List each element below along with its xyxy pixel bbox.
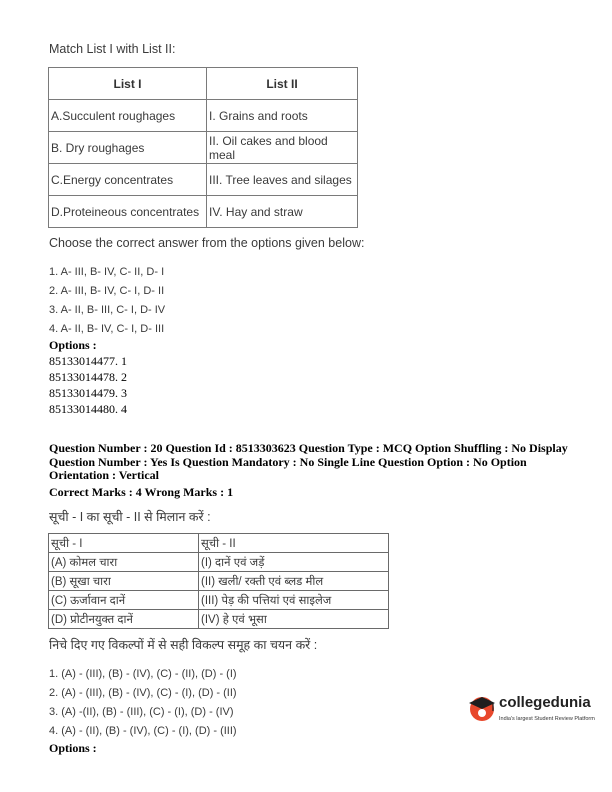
table-row [49, 610, 389, 629]
q2-options-label: Options : [49, 741, 97, 755]
table-row [49, 591, 389, 610]
table-cell: (B) सूखा चारा [49, 572, 199, 591]
option-id: 85133014477. 1 [49, 354, 127, 368]
table-cell: C.Energy concentrates [49, 164, 207, 196]
logo-face [478, 709, 486, 717]
table-header-list1: सूची - I [49, 534, 199, 553]
answer-option: 2. (A) - (III), (B) - (IV), (C) - (I), (D) - (II) [49, 687, 237, 699]
table-header-list2: List II [207, 68, 358, 100]
table-cell: (I) दानें एवं जड़ें [199, 553, 389, 572]
table-header-list2: सूची - II [199, 534, 389, 553]
option-id: 85133014478. 2 [49, 370, 127, 384]
answer-option: 4. A- II, B- IV, C- I, D- III [49, 323, 165, 335]
table-cell: II. Oil cakes and blood meal [207, 132, 358, 164]
table-cell: IV. Hay and straw [207, 196, 358, 228]
q2-marks: Correct Marks : 4 Wrong Marks : 1 [49, 484, 234, 499]
table-row [49, 553, 389, 572]
option-id: 85133014480. 4 [49, 402, 127, 416]
answer-option: 2. A- III, B- IV, C- I, D- II [49, 285, 165, 297]
table-row [49, 196, 358, 228]
table-row [49, 572, 389, 591]
q2-meta-line2: Question Number : Yes Is Question Mandatory : No Single Line Question Option : No Option [49, 454, 527, 469]
q2-answer-list [49, 665, 237, 741]
table-header-list1: List I [49, 68, 207, 100]
table-header-row [49, 534, 389, 553]
table-cell: (D) प्रोटीनयुक्त दानें [49, 610, 199, 629]
table-cell: D.Proteineous concentrates [49, 196, 207, 228]
table-cell: I. Grains and roots [207, 100, 358, 132]
q2-meta-line1: Question Number : 20 Question Id : 8513303623 Question Type : MCQ Option Shuffling : No Display [49, 441, 568, 455]
table-cell: (A) कोमल चारा [49, 553, 199, 572]
q1-intro: Match List I with List II: [49, 42, 176, 56]
table-cell: III. Tree leaves and silages [207, 164, 358, 196]
q1-answer-list [49, 263, 165, 339]
table-header-row [49, 68, 358, 100]
table-cell: (IV) हे एवं भूसा [199, 610, 389, 629]
table-cell: B. Dry roughages [49, 132, 207, 164]
option-id: 85133014479. 3 [49, 386, 127, 400]
match-table-hindi [48, 533, 389, 629]
match-table [48, 67, 358, 228]
q2-choose-text: निचे दिए गए विकल्पों में से सही विकल्प समूह का चयन करें : [49, 638, 318, 652]
table-cell: A.Succulent roughages [49, 100, 207, 132]
q1-options-label: Options : [49, 338, 97, 352]
logo-name: collegedunia [499, 694, 591, 711]
logo-tagline: India's largest Student Review Platform [499, 716, 595, 722]
q2-meta-line3: Orientation : Vertical [49, 468, 159, 482]
table-row [49, 100, 358, 132]
q1-choose-text: Choose the correct answer from the options given below: [49, 236, 365, 250]
answer-option: 1. (A) - (III), (B) - (IV), (C) - (II), (D) - (I) [49, 668, 237, 680]
answer-option: 4. (A) - (II), (B) - (IV), (C) - (I), (D) - (III) [49, 725, 237, 737]
table-cell: (II) खली/ रक्ती एवं ब्लड मील [199, 572, 389, 591]
table-cell: (C) ऊर्जावान दानें [49, 591, 199, 610]
table-cell: (III) पेड़ की पत्तियां एवं साइलेज [199, 591, 389, 610]
answer-option: 3. A- II, B- III, C- I, D- IV [49, 304, 166, 316]
graduation-cap-logo-icon [466, 691, 498, 723]
q2-intro: सूची - I का सूची - II से मिलान करें : [49, 510, 211, 524]
answer-option: 1. A- III, B- IV, C- II, D- I [49, 266, 165, 278]
table-row [49, 132, 358, 164]
q2-meta [49, 442, 599, 499]
table-row [49, 164, 358, 196]
answer-option: 3. (A) -(II), (B) - (III), (C) - (I), (D) - (IV) [49, 706, 234, 718]
